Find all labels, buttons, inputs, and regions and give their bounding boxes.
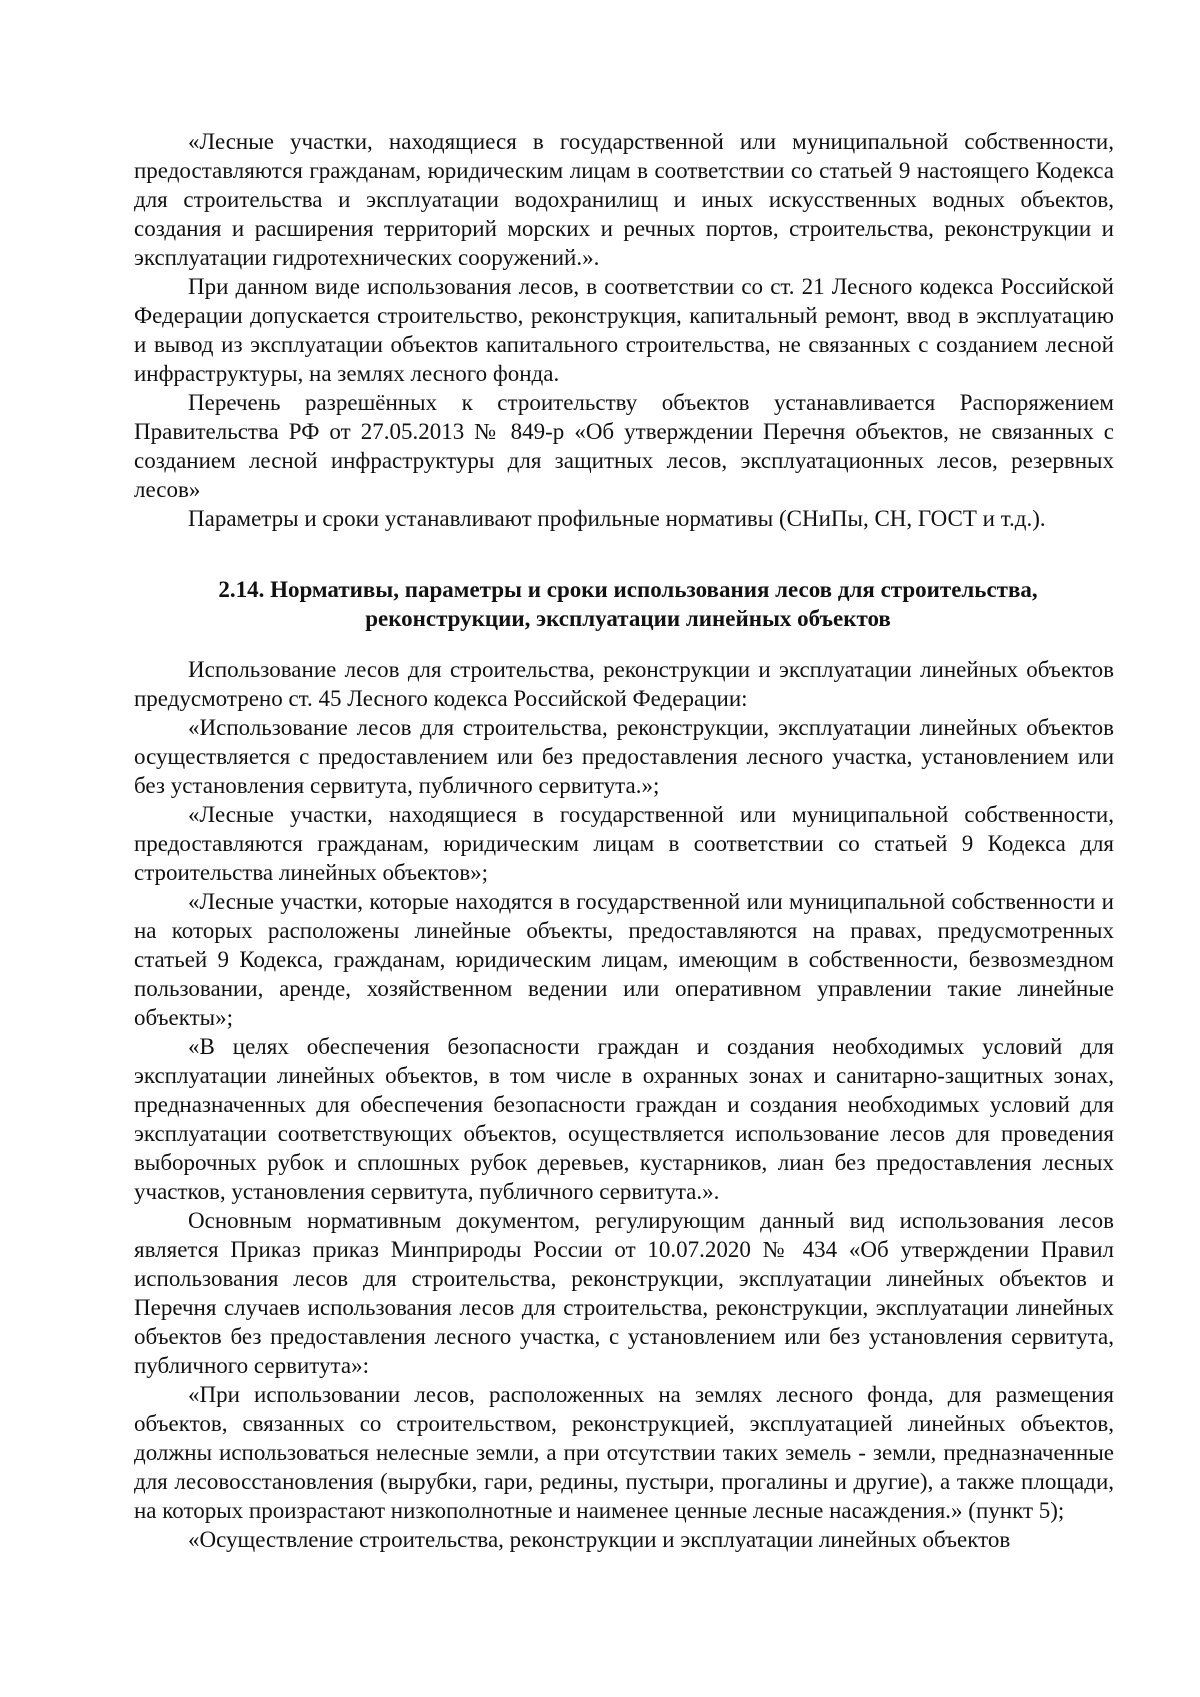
- bottom-text-block: [134, 655, 1114, 1554]
- paragraph: «Лесные участки, находящиеся в государственной или муниципальной собственности, предоставляются гражданам, юридическим лицам в соответствии со статьей 9 настоящего Кодекса для строительства и эксплуатации водохранилищ и иных искусственных водных объектов, создания и расширения территорий морских и речных портов, строительства, реконструкции и эксплуатации гидротехнических сооружений.».: [134, 129, 1114, 270]
- paragraph: Использование лесов для строительства, реконструкции и эксплуатации линейных объектов предусмотрено ст. 45 Лесного кодекса Российской Федерации:: [134, 657, 1114, 711]
- paragraph: Перечень разрешённых к строительству объектов устанавливается Распоряжением Правительства РФ от 27.05.2013 № 849-р «Об утверждении Перечня объектов, не связанных с созданием лесной инфраструктуры для защитных лесов, эксплуатационных лесов, резервных лесов»: [134, 390, 1114, 502]
- paragraph: «При использовании лесов, расположенных на землях лесного фонда, для размещения объектов, связанных со строительством, реконструкцией, эксплуатацией линейных объектов, должны использоваться нелесные земли, а при отсутствии таких земель - земли, предназначенные для лесовосстановления (вырубки, гари, редины, пустыри, прогалины и другие), а также площади, на которых произрастают низкополнотные и наименее ценные лесные насаждения.» (пункт 5);: [134, 1382, 1114, 1523]
- paragraph: При данном виде использования лесов, в соответствии со ст. 21 Лесного кодекса Российской Федерации допускается строительство, реконструкция, капитальный ремонт, ввод в эксплуатацию и вывод из эксплуатации объектов капитального строительства, не связанных с созданием лесной инфраструктуры, на землях лесного фонда.: [134, 274, 1114, 386]
- paragraph: «Лесные участки, которые находятся в государственной или муниципальной собственности и на которых расположены линейные объекты, предоставляются на правах, предусмотренных статьей 9 Кодекса, гражданам, юридическим лицам, имеющим в собственности, безвозмездном пользовании, аренде, хозяйственном ведении или оперативном управлении такие линейные объекты»;: [134, 889, 1114, 1030]
- top-text-block: [134, 127, 1114, 533]
- paragraph: «В целях обеспечения безопасности граждан и создания необходимых условий для эксплуатации линейных объектов, в том числе в охранных зонах и санитарно-защитных зонах, предназначенных для обеспечения безопасности граждан и создания необходимых условий для эксплуатации соответствующих объектов, осуществляется использование лесов для проведения выборочных рубок и сплошных рубок деревьев, кустарников, лиан без предоставления лесных участков, установления сервитута, публичного сервитута.».: [134, 1034, 1114, 1204]
- paragraph: «Лесные участки, находящиеся в государственной или муниципальной собственности, предоставляются гражданам, юридическим лицам в соответствии со статьей 9 Кодекса для строительства линейных объектов»;: [134, 802, 1114, 885]
- paragraph: Основным нормативным документом, регулирующим данный вид использования лесов является Приказ приказ Минприроды России от 10.07.2020 № 434 «Об утверждении Правил использования лесов для строительства, реконструкции, эксплуатации линейных объектов и Перечня случаев использования лесов для строительства, реконструкции, эксплуатации линейных объектов без предоставления лесного участка, с установлением или без установления сервитута, публичного сервитута»:: [134, 1208, 1114, 1378]
- section-heading: 2.14. Нормативы, параметры и сроки использования лесов для строительства, реконструкции, эксплуатации линейных объектов: [218, 577, 1038, 631]
- paragraph: Параметры и сроки устанавливают профильные нормативы (СНиПы, СН, ГОСТ и т.д.).: [188, 506, 1046, 531]
- paragraph: «Использование лесов для строительства, реконструкции, эксплуатации линейных объектов осуществляется с предоставлением или без предоставления лесного участка, установлением или без установления сервитута, публичного сервитута.»;: [134, 715, 1114, 798]
- paragraph: «Осуществление строительства, реконструкции и эксплуатации линейных объектов: [188, 1527, 1011, 1552]
